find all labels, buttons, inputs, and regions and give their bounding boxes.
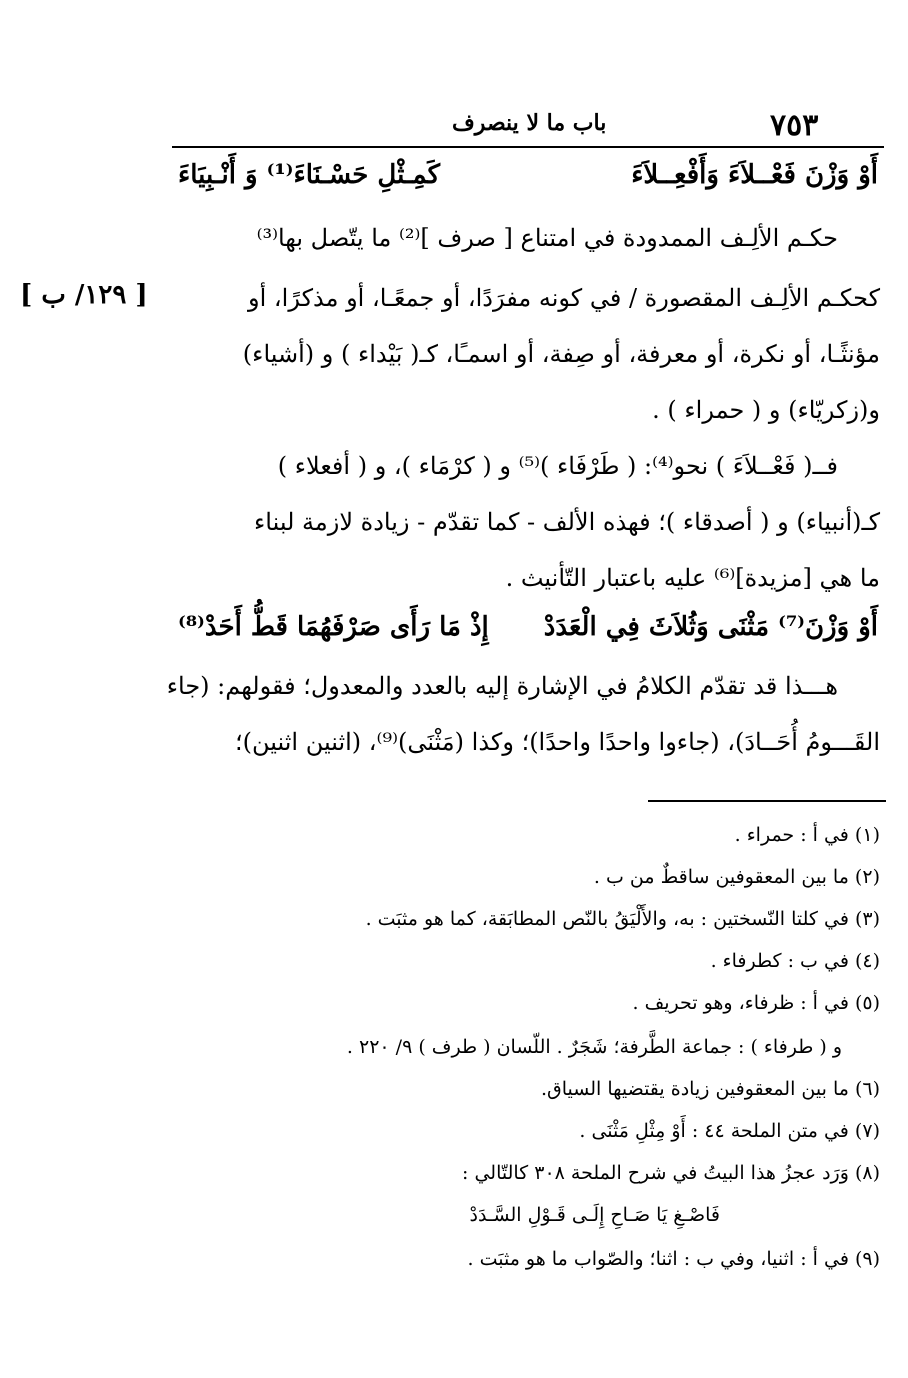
body-line: ما هي [مزيدة]⁽⁶⁾ عليه باعتبار التّأنيث . (505, 564, 880, 592)
footnote: (٦) ما بين المعقوفين زيادة يقتضيها السياق. (540, 1078, 880, 1100)
header-rule (172, 146, 884, 148)
verse-2-left-hemistich: إِذْ مَا رَأَى صَرْفَهُمَا قَطُّ أَحَدْ⁽⁸⁾ (178, 612, 489, 642)
verse-1-left-hemistich: كَمِـثْلِ حَسْـنَاءَ⁽¹⁾ وَ أَنْـبِيَاءَ (178, 160, 440, 190)
marginal-folio-note: [ ١٢٩/ ب ] (20, 280, 148, 310)
footnote: (٥) في أ : ظرفاء، وهو تحريف . (632, 992, 880, 1014)
page-title: باب ما لا ينصرف (452, 110, 607, 136)
body-line: و(زكريّاء) و ( حمراء ) . (652, 396, 880, 424)
verse-2-right-hemistich: أَوْ وَزْنَ⁽⁷⁾ مَثْنَى وَثُلاَثَ فِي الْعَدَدْ (543, 612, 878, 642)
body-line: كـ(أنبياء) و ( أصدقاء )؛ فهذه الألف - كما تقدّم - زيادة لازمة لبناء (253, 508, 880, 536)
body-line: هـــذا قد تقدّم الكلامُ في الإشارة إليه بالعدد والمعدول؛ فقولهم: (جاء (166, 672, 838, 700)
footnote: (٧) في متن الملحة ٤٤ : أَوْ مِثْلِ مَثْنَى . (579, 1120, 880, 1142)
footnote: (٤) في ب : كطرفاء . (710, 950, 880, 972)
footnote: (١) في أ : حمراء . (734, 824, 880, 846)
page-number: ٧٥٣ (770, 108, 819, 143)
footnote-separator (648, 800, 886, 802)
body-line: القَـــومُ أُحَــادَ)، (جاءوا واحدًا واحدًا)؛ وكذا (مَثْنَى)⁽⁹⁾، (اثنين اثنين)؛ (234, 728, 880, 756)
footnote: (٨) وَرَد عجزُ هذا البيتُ في شرح الملحة ٣٠٨ كالتّالي : (462, 1162, 880, 1184)
body-line: مؤنثًـا، أو نكرة، أو معرفة، أو صِفة، أو اسمـًا، كـ( بَيْداء ) و (أشياء) (242, 340, 880, 368)
footnote-verse: فَاصْـغِ يَا صَـاحِ إِلَـى قَـوْلِ السَّـدَدْ (469, 1204, 720, 1226)
body-line: فــ( فَعْــلاَءَ ) نحو⁽⁴⁾: ( طَرْفَاء )⁽⁵⁾ و ( كرْمَاء )، و ( أفعلاء ) (277, 452, 838, 480)
footnote: (٣) في كلتا النّسختين : به، والأَلْيَقُ بالنّص المطابَقة، كما هو مثبَت . (365, 908, 880, 930)
body-line: كحكـم الألِـف المقصورة / في كونه مفرَدًا، أو جمعًـا، أو مذكرًا، أو (248, 284, 880, 312)
footnote: (٢) ما بين المعقوفين ساقطٌ من ب . (593, 866, 880, 888)
footnote: (٩) في أ : اثنيا، وفي ب : اثنا؛ والصّواب ما هو مثبَت . (467, 1248, 880, 1270)
footnote-continuation: و ( طرفاء ) : جماعة الطَّرفة؛ شَجَرٌ . اللّسان ( طرف ) ٩/ ٢٢٠ . (346, 1036, 842, 1058)
verse-1-right-hemistich: أَوْ وَزْنَ فَعْــلاَءَ وَأَفْعِــلاَءَ (631, 160, 878, 190)
body-line: حكـم الألِـف الممدودة في امتناع [ صرف ]⁽²⁾ ما يتّصل بها⁽³⁾ (256, 224, 838, 252)
